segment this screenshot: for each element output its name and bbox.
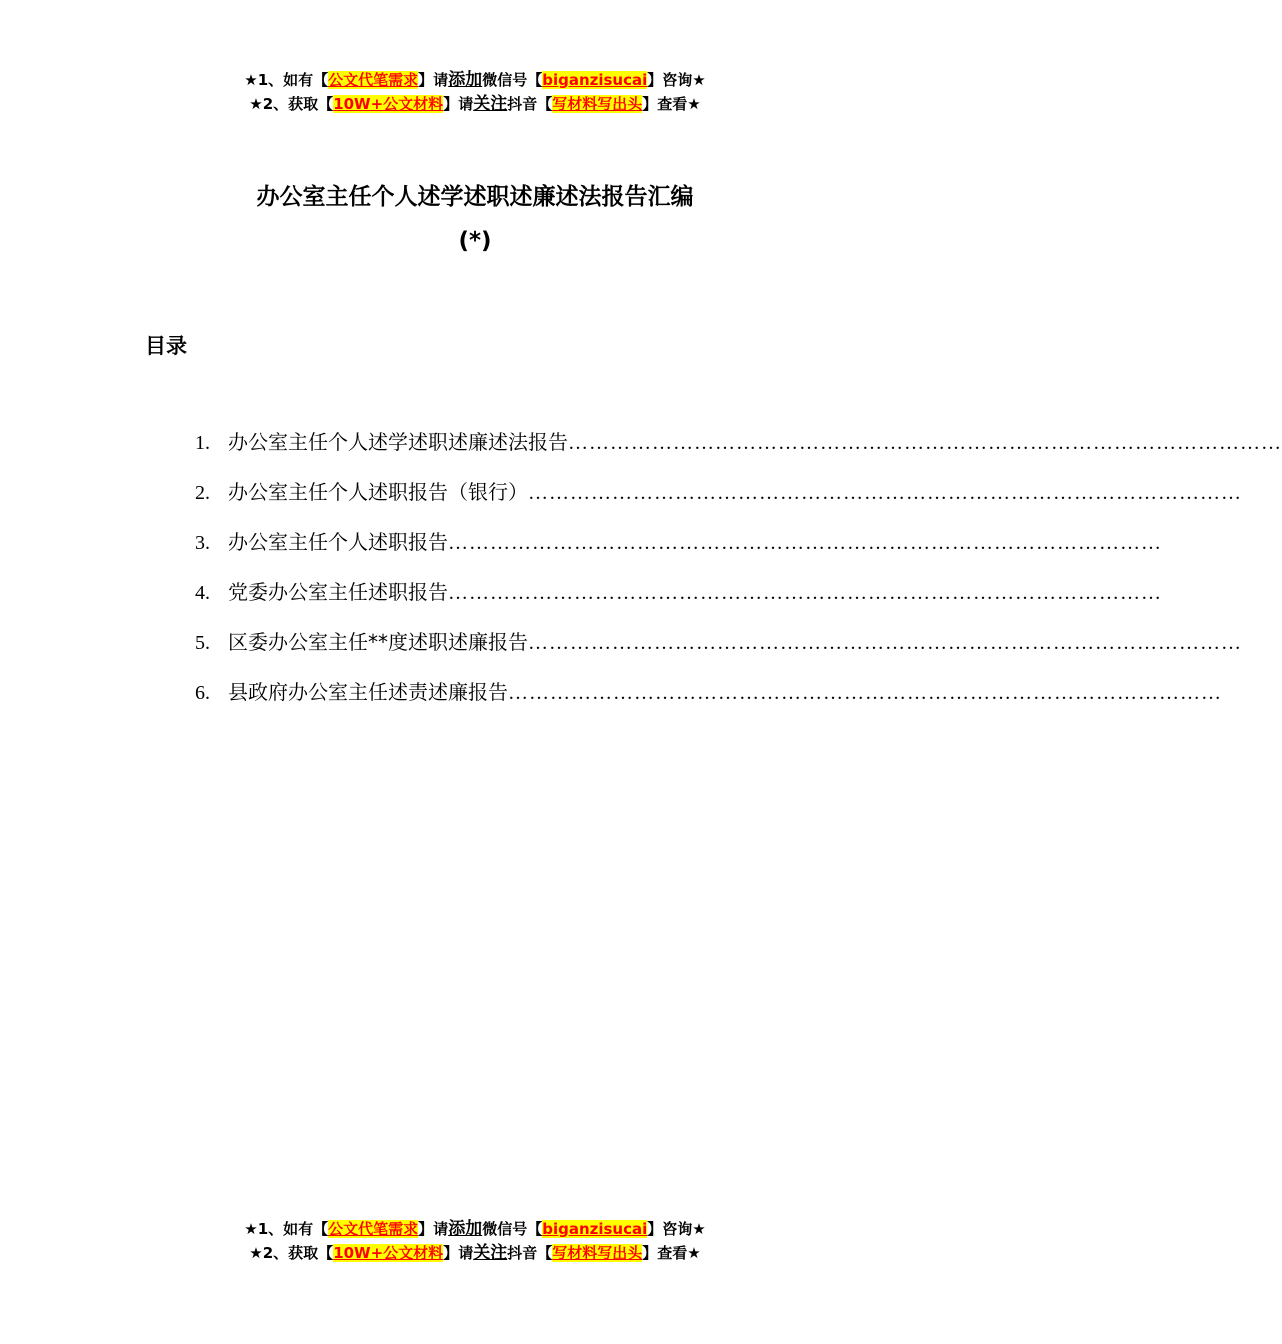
toc-leader-dots: …………………………………………………………………………………………: [528, 632, 1242, 654]
banner-text: ★1、如有【: [244, 1220, 329, 1238]
toc-title: 办公室主任个人述学述职述廉述法报告: [228, 430, 568, 454]
banner-text: 】咨询★: [647, 1220, 706, 1238]
banner-line-2: [0, 1241, 950, 1265]
toc-leader-dots: …………………………………………………………………………………………: [448, 532, 1162, 554]
banner-line-1: [0, 68, 950, 92]
table-of-contents: [195, 426, 1282, 726]
toc-number: 1.: [195, 432, 210, 454]
banner-wechat-id: biganzisucai: [542, 71, 648, 89]
banner-text: 】查看★: [642, 95, 701, 113]
banner-emphasis: 添加: [448, 1219, 483, 1239]
toc-heading: 目录: [145, 334, 187, 358]
toc-leader-dots: …………………………………………………………………………………………: [528, 482, 1242, 504]
toc-title: 办公室主任个人述职报告: [228, 530, 448, 554]
toc-number: 6.: [195, 682, 210, 704]
header-banner: [0, 68, 950, 116]
banner-wechat-id: biganzisucai: [542, 1220, 648, 1238]
banner-text: 】咨询★: [647, 71, 706, 89]
toc-entry-5[interactable]: [195, 626, 1242, 676]
banner-text: 】请: [443, 1244, 474, 1262]
document-subtitle: (*): [458, 228, 492, 254]
banner-text: ★2、获取【: [249, 95, 334, 113]
toc-leader-dots: …………………………………………………………………………………………: [448, 582, 1162, 604]
banner-text: 】请: [443, 95, 474, 113]
toc-title: 党委办公室主任述职报告: [228, 580, 448, 604]
toc-number: 5.: [195, 632, 210, 654]
banner-highlight: 公文代笔需求: [328, 1220, 419, 1238]
banner-text: 】查看★: [642, 1244, 701, 1262]
banner-text: 抖音【: [507, 1244, 553, 1262]
banner-emphasis: 关注: [473, 1243, 508, 1263]
toc-title: 区委办公室主任**度述职述廉报告: [228, 630, 528, 654]
toc-number: 4.: [195, 582, 210, 604]
toc-entry-2[interactable]: [195, 476, 1242, 526]
toc-leader-dots: …………………………………………………………………………………………: [568, 432, 1282, 454]
toc-title: 县政府办公室主任述责述廉报告: [228, 680, 508, 704]
banner-highlight: 10W+公文材料: [333, 95, 444, 113]
banner-text: 】请: [418, 1220, 449, 1238]
banner-text: 微信号【: [482, 71, 543, 89]
toc-leader-dots: …………………………………………………………………………………………: [508, 682, 1222, 704]
banner-line-1: [0, 1217, 950, 1241]
toc-entry-6[interactable]: [195, 676, 1222, 726]
banner-text: 抖音【: [507, 95, 553, 113]
banner-highlight: 公文代笔需求: [328, 71, 419, 89]
toc-entry-4[interactable]: [195, 576, 1162, 626]
banner-douyin-id: 写材料写出头: [552, 1244, 643, 1262]
banner-text: ★2、获取【: [249, 1244, 334, 1262]
banner-text: 】请: [418, 71, 449, 89]
document-title: 办公室主任个人述学述职述廉述法报告汇编: [256, 184, 694, 210]
toc-number: 2.: [195, 482, 210, 504]
banner-douyin-id: 写材料写出头: [552, 95, 643, 113]
banner-emphasis: 关注: [473, 94, 508, 114]
toc-entry-3[interactable]: [195, 526, 1162, 576]
banner-highlight: 10W+公文材料: [333, 1244, 444, 1262]
banner-emphasis: 添加: [448, 70, 483, 90]
toc-entry-1[interactable]: [195, 426, 1282, 476]
banner-text: 微信号【: [482, 1220, 543, 1238]
toc-number: 3.: [195, 532, 210, 554]
banner-text: ★1、如有【: [244, 71, 329, 89]
toc-title: 办公室主任个人述职报告（银行）: [228, 480, 528, 504]
banner-line-2: [0, 92, 950, 116]
footer-banner: [0, 1217, 950, 1265]
